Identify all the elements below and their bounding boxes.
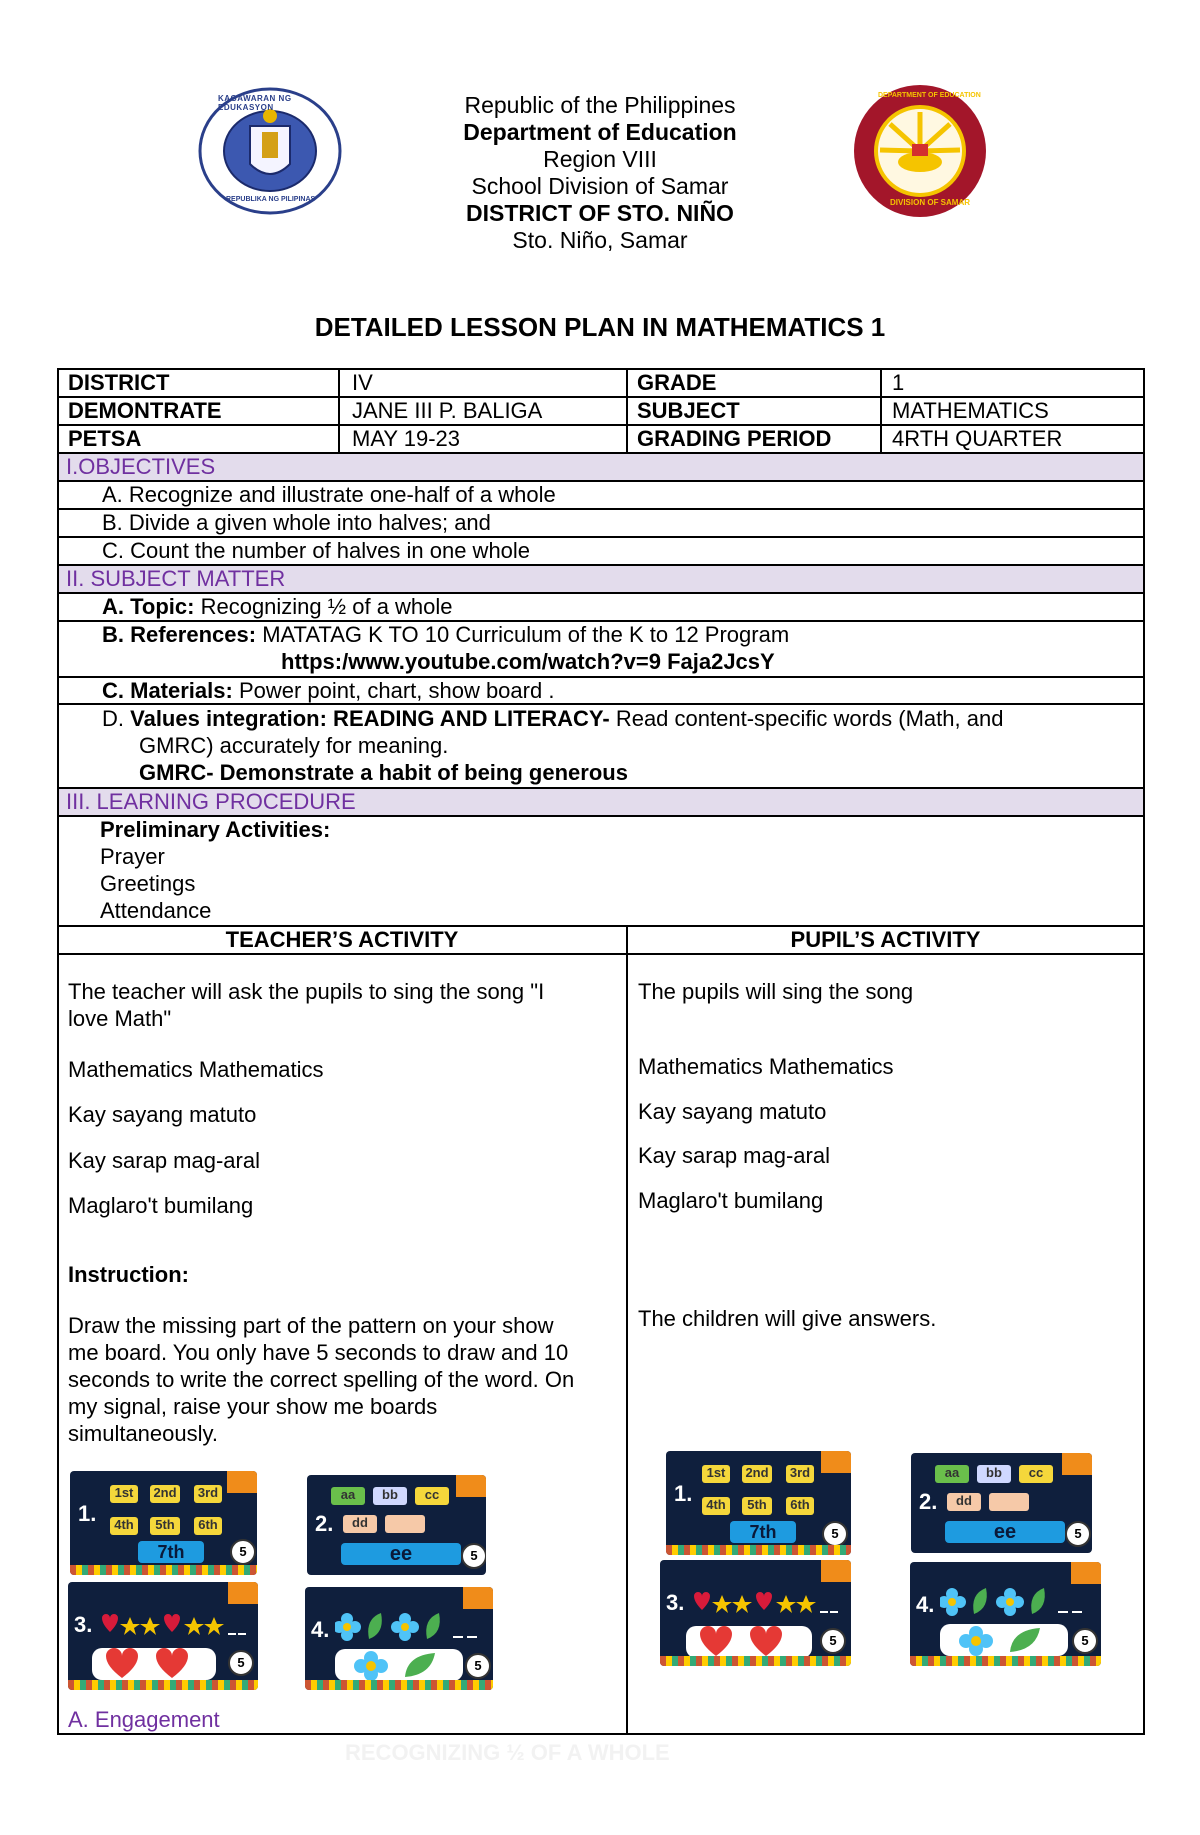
answer-bar: ee [945,1521,1065,1543]
flower-icon [335,1649,463,1681]
timer-badge: 5 [820,1628,846,1654]
pupil-pattern-card-2 [911,1453,1092,1553]
ordinal-chip: 1st [702,1465,730,1483]
teacher-sing-line-1: The teacher will ask the pupils to sing the song "I [68,979,545,1004]
materials-row [102,678,554,704]
gmrc-value: GMRC- Demonstrate a habit of being generous [139,760,628,785]
letter-chip: cc [1019,1465,1053,1483]
topic-label: A. Topic: [102,594,195,619]
attendance-item: Attendance [100,898,212,923]
greetings-item: Greetings [100,871,196,896]
values-row [102,706,1003,732]
values-prefix: D. [102,706,131,731]
instruction-line-4: my signal, raise your show me boards [68,1394,438,1419]
teacher-sing-line-2: love Math" [68,1006,172,1031]
letter-chip: bb [977,1465,1011,1483]
card-number: 1. [78,1501,97,1526]
petsa-value: MAY 19-23 [352,426,461,451]
pattern-card-4 [305,1587,493,1690]
pupil-pattern-card-3 [660,1560,851,1666]
pupil-song-line-2: Kay sayang matuto [638,1099,827,1124]
timer-badge: 5 [465,1653,491,1679]
card-number: 3. [74,1612,93,1637]
procedure-heading: III. LEARNING PROCEDURE [66,789,356,814]
instruction-line-5: simultaneously. [68,1421,218,1446]
letter-chip: bb [373,1487,407,1505]
letter-chip: dd [947,1493,981,1511]
subject-label: SUBJECT [637,398,740,423]
grade-value: 1 [892,370,905,395]
teacher-song-line-3: Kay sarap mag-aral [68,1148,260,1173]
pupil-song-line-3: Kay sarap mag-aral [638,1143,830,1168]
answer-box [92,1648,216,1680]
card-number: 2. [315,1511,334,1536]
ordinal-chip: 3rd [194,1485,222,1503]
prayer-item: Prayer [100,844,165,869]
demonstrator-value: JANE III P. BALIGA [352,398,543,423]
ordinal-chip: 1st [110,1485,138,1503]
grading-period-label: GRADING PERIOD [637,426,832,451]
preliminary-label: Preliminary Activities: [100,817,331,842]
department-line: Department of Education [463,119,737,145]
timer-badge: 5 [1072,1628,1098,1654]
timer-badge: 5 [822,1521,848,1547]
card-number: 2. [919,1489,938,1514]
seal-text: KAGAWARAN NG EDUKASYON [218,94,292,112]
seal-bottom-text: REPUBLIKA NG PILIPINAS [226,196,316,203]
letterhead [400,92,800,254]
demonstrator-label: DEMONTRATE [68,398,222,423]
materials-value: Power point, chart, show board . [232,678,555,703]
ordinal-chip: 2nd [150,1485,180,1503]
pupil-sing-line: The pupils will sing the song [638,979,914,1004]
blank-chip [385,1515,425,1533]
pupil-pattern-card-4 [910,1562,1101,1666]
letter-chip: dd [343,1515,377,1533]
reference-link[interactable]: https:/www.youtube.com/watch?v=9 Faja2JcsY [281,649,775,674]
answer-bar: ee [341,1543,461,1565]
ordinal-chip: 5th [150,1517,180,1535]
flower-leaf-pattern-icon [335,1611,485,1641]
grade-label: GRADE [637,370,717,395]
subject-value: MATHEMATICS [892,398,1049,423]
ordinal-chip: 6th [194,1517,222,1535]
pupil-activity-header: PUPIL’S ACTIVITY [790,927,981,952]
letter-chip: aa [935,1465,969,1483]
answer-box [940,1624,1068,1656]
division-line: School Division of Samar [471,173,729,199]
ordinal-chip: 3rd [786,1465,814,1483]
district-label: DISTRICT [68,370,170,395]
ordinal-chip: 2nd [742,1465,772,1483]
blank-chip [989,1493,1029,1511]
heart-icon [686,1626,812,1658]
grading-period-value: 4RTH QUARTER [892,426,1063,451]
references-value: MATATAG K TO 10 Curriculum of the K to 12 Program [256,622,790,647]
objective-a: A. Recognize and illustrate one-half of a whole [102,482,556,507]
district-value: IV [352,370,373,395]
hearts-stars-pattern-icon [96,1614,246,1636]
ordinal-chip: 6th [786,1497,814,1515]
teacher-song-line-2: Kay sayang matuto [68,1102,257,1127]
district-line: DISTRICT OF STO. NIÑO [466,200,734,226]
timer-badge: 5 [230,1539,256,1565]
instruction-line-2: me board. You only have 5 seconds to draw and 10 [68,1340,569,1365]
objective-c: C. Count the number of halves in one whole [102,538,531,563]
instruction-line-3: seconds to write the correct spelling of the word. On [68,1367,575,1392]
objectives-band [58,454,1144,480]
pupil-answer: The children will give answers. [638,1306,937,1331]
answer-bar: 7th [730,1521,796,1543]
petsa-label: PETSA [68,426,142,451]
answer-bar: 7th [138,1541,204,1563]
pattern-card-1 [70,1471,257,1575]
deped-seal-logo [196,86,344,216]
materials-label: C. Materials: [102,678,233,703]
references-row [102,622,789,648]
pupil-song-line-4: Maglaro't bumilang [638,1188,824,1213]
card-number: 1. [674,1481,693,1506]
letter-chip: cc [415,1487,449,1505]
hearts-stars-pattern-icon [688,1592,838,1614]
timer-badge: 5 [461,1543,486,1569]
objectives-heading: I.OBJECTIVES [66,454,216,479]
pattern-card-2 [307,1475,486,1575]
ordinal-chip: 4th [110,1517,138,1535]
teacher-song-line-1: Mathematics Mathematics [68,1057,324,1082]
republic-line: Republic of the Philippines [464,92,736,118]
instruction-label: Instruction: [68,1262,189,1287]
location-line: Sto. Niño, Samar [512,227,688,253]
ordinal-chip: 4th [702,1497,730,1515]
subject-matter-heading: II. SUBJECT MATTER [66,566,286,591]
page-title: DETAILED LESSON PLAN IN MATHEMATICS 1 [314,312,886,342]
card-number: 4. [916,1592,935,1617]
topic-row [102,594,453,620]
teacher-activity-header: TEACHER’S ACTIVITY [225,927,459,952]
timer-badge: 5 [228,1650,254,1676]
values-label: Values integration: READING AND LITERACY- [130,706,610,731]
objective-b: B. Divide a given whole into halves; and [102,510,491,535]
region-line: Region VIII [543,146,657,172]
pupil-song-line-1: Mathematics Mathematics [638,1054,894,1079]
footer-watermark: RECOGNIZING ½ OF A WHOLE [345,1740,670,1765]
flower-icon [940,1624,1068,1656]
references-label: B. References: [102,622,257,647]
logo-bottom-text: DIVISION OF SAMAR [890,198,971,207]
timer-badge: 5 [1065,1521,1091,1547]
ordinal-chip: 5th [742,1497,772,1515]
card-number: 4. [311,1617,330,1642]
card-number: 3. [666,1590,685,1615]
answer-box [335,1649,463,1681]
teacher-song-line-4: Maglaro't bumilang [68,1193,254,1218]
pattern-card-3 [68,1582,258,1690]
logo-top-text: DEPARTMENT OF EDUCATION [878,92,981,99]
instruction-line-1: Draw the missing part of the pattern on your show [68,1313,554,1338]
values-value-cont: GMRC) accurately for meaning. [139,733,449,758]
letter-chip: aa [331,1487,365,1505]
engagement-heading: A. Engagement [68,1707,220,1732]
flower-leaf-pattern-icon [940,1586,1090,1616]
answer-box [686,1626,812,1658]
division-samar-logo [850,84,990,218]
heart-icon [92,1648,216,1680]
values-value: Read content-specific words (Math, and [609,706,1004,731]
topic-value: Recognizing ½ of a whole [194,594,453,619]
pupil-pattern-card-1 [666,1451,851,1555]
